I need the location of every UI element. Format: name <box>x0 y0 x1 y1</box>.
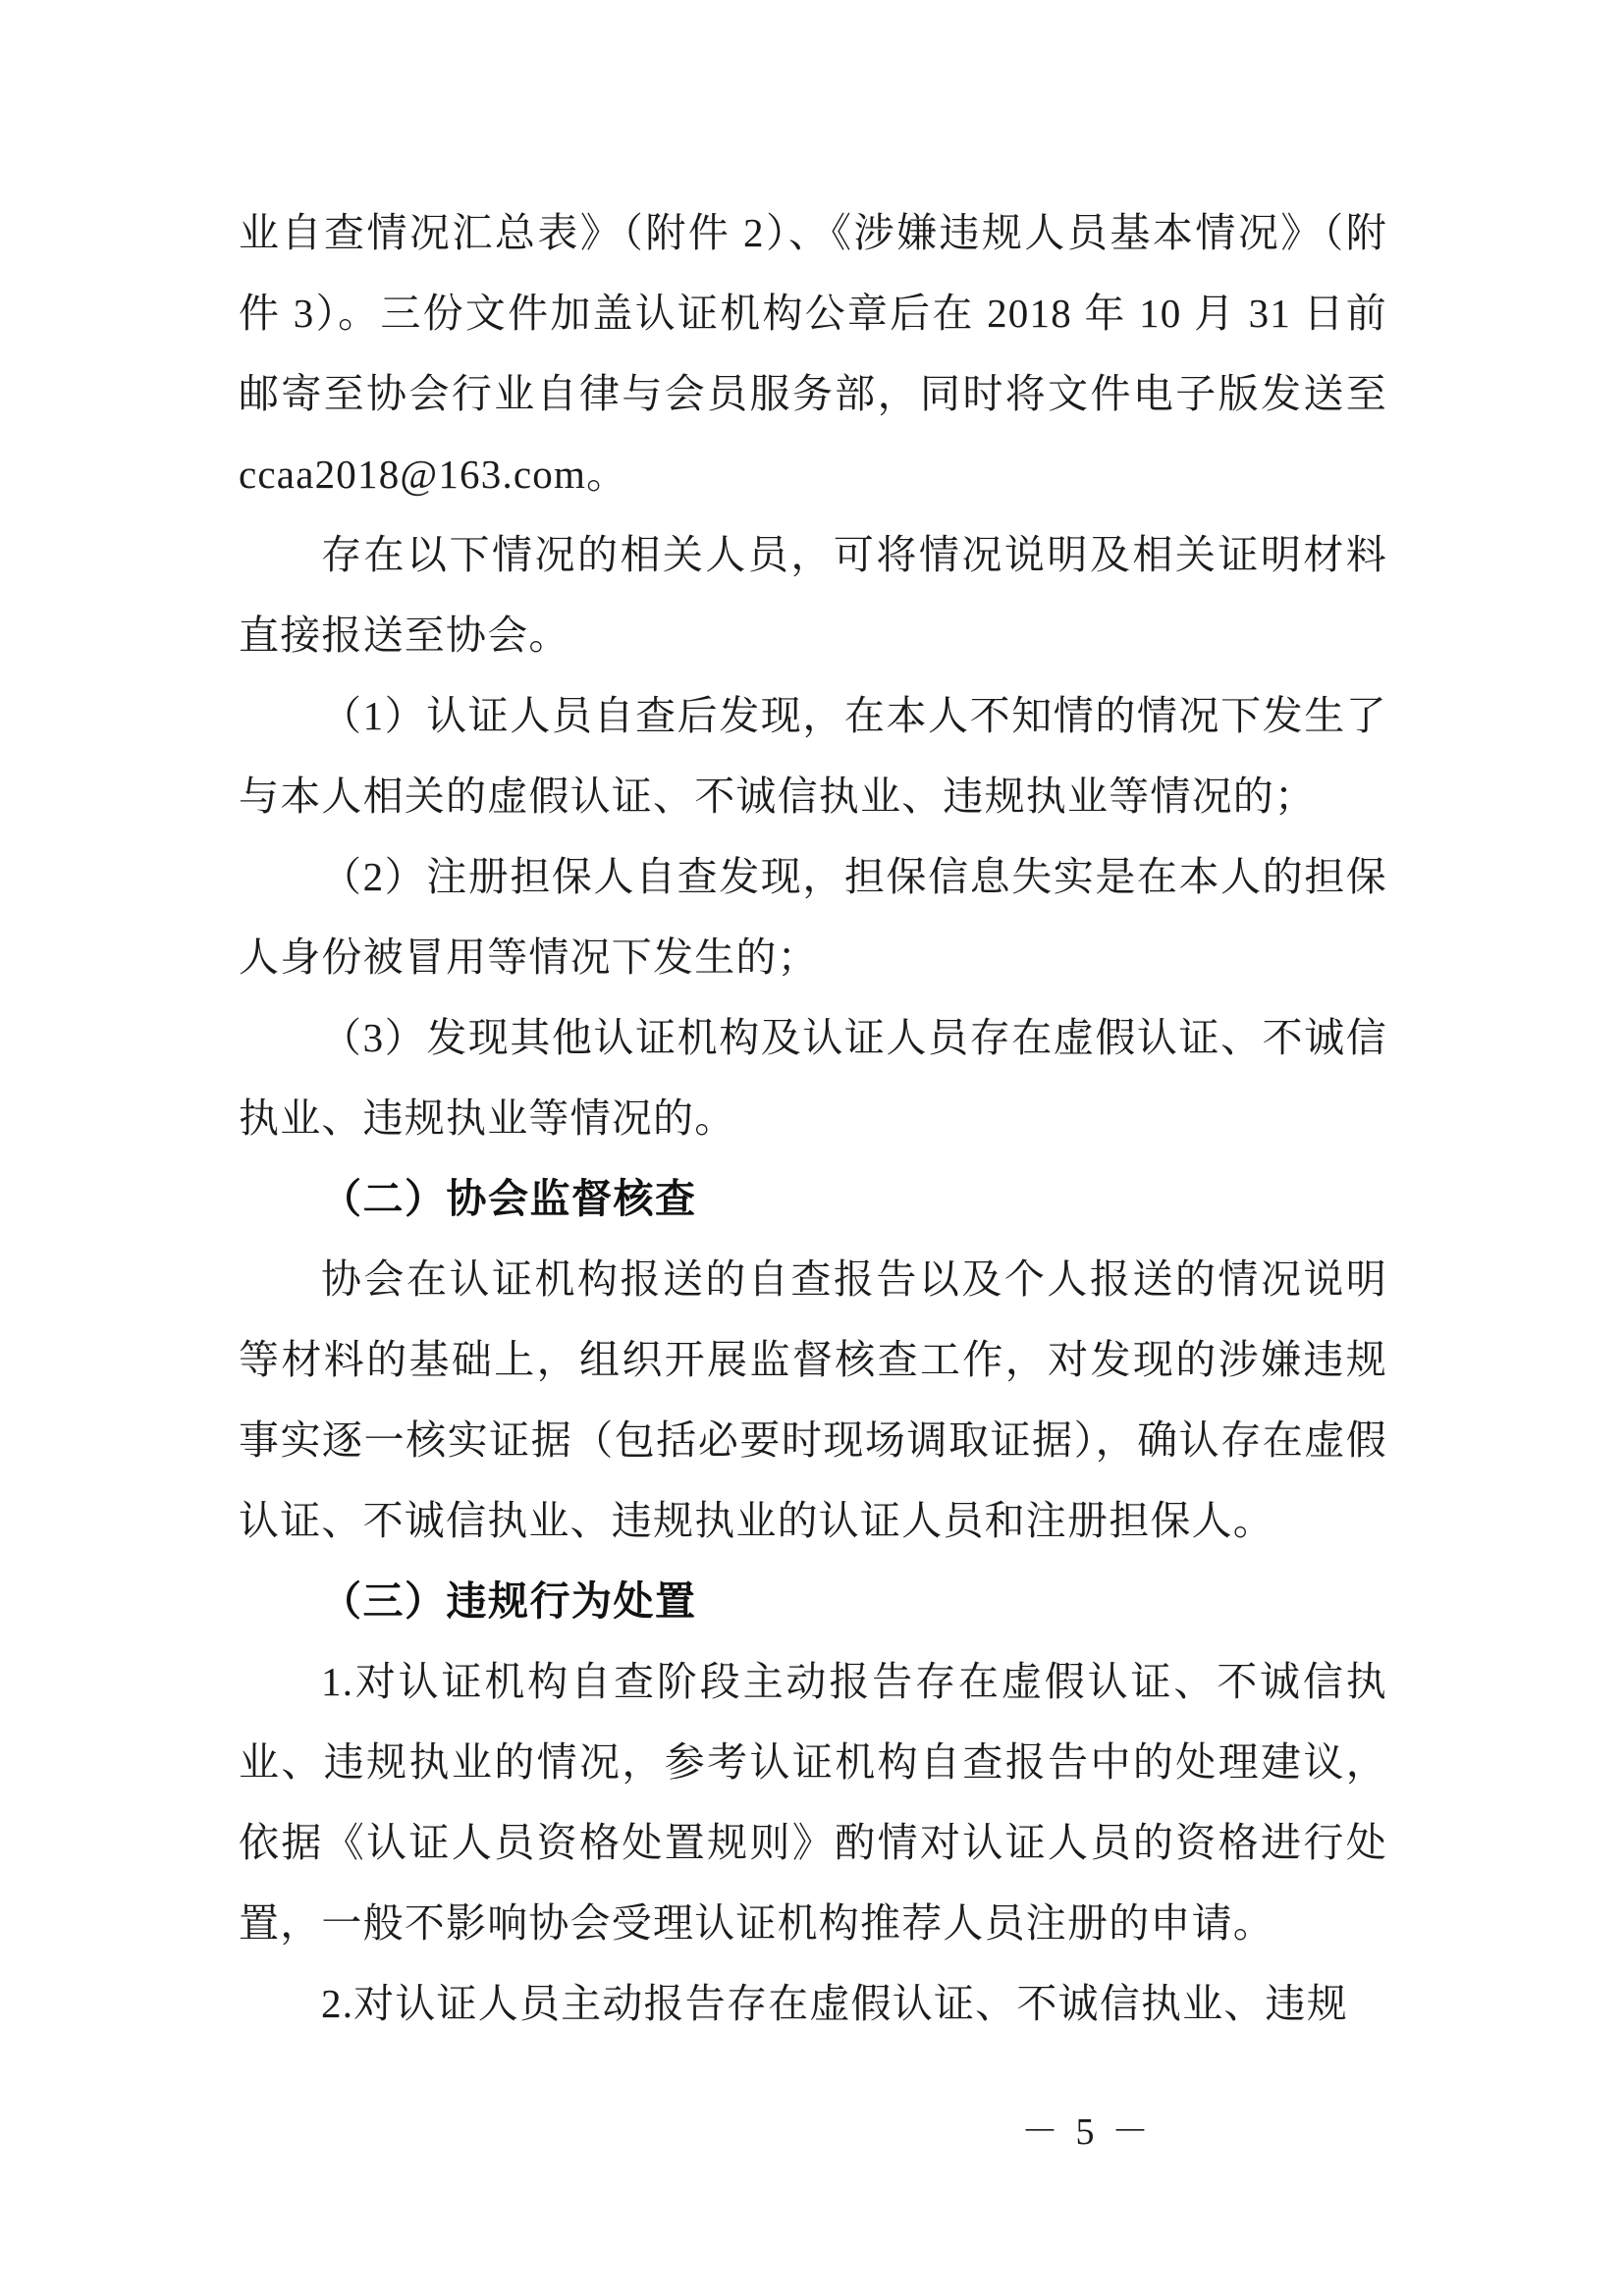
section-heading-supervision: （二）协会监督核查 <box>321 1176 697 1221</box>
paragraph-item-3: （3）发现其他认证机构及认证人员存在虚假认证、不诚信执业、违规执业等情况的。 <box>239 1015 1387 1141</box>
paragraph-continuation: 业自查情况汇总表》（附件 2）、《涉嫌违规人员基本情况》（附件 3）。三份文件加盖认证机构公章后在 2018 年 10 月 31 日前邮寄至协会行业自律与会员服务部，同时将文件电子版发送至 ccaa2018@163.com。 <box>239 210 1399 497</box>
paragraph-special-cases-intro: 存在以下情况的相关人员，可将情况说明及相关证明材料直接报送至协会。 <box>239 532 1387 658</box>
section-heading-violation-handling: （三）违规行为处置 <box>321 1578 697 1624</box>
paragraph-handling-2: 2.对认证人员主动报告存在虚假认证、不诚信执业、违规 <box>321 1981 1348 2026</box>
page-number: － 5 － <box>1020 2111 1153 2153</box>
page-footer <box>0 2101 1624 2155</box>
paragraph-supervision-body: 协会在认证机构报送的自查报告以及个人报送的情况说明等材料的基础上，组织开展监督核查工作，对发现的涉嫌违规事实逐一核实证据（包括必要时现场调取证据），确认存在虚假认证、不诚信执业、违规执业的认证人员和注册担保人。 <box>239 1256 1387 1543</box>
paragraph-handling-1: 1.对认证机构自查阶段主动报告存在虚假认证、不诚信执业、违规执业的情况，参考认证机构自查报告中的处理建议，依据《认证人员资格处置规则》酌情对认证人员的资格进行处置，一般不影响协会受理认证机构推荐人员注册的申请。 <box>239 1659 1387 1946</box>
paragraph-item-2: （2）注册担保人自查发现，担保信息失实是在本人的担保人身份被冒用等情况下发生的； <box>239 854 1387 980</box>
document-body <box>239 192 1399 2044</box>
paragraph-item-1: （1）认证人员自查后发现，在本人不知情的情况下发生了与本人相关的虚假认证、不诚信执业、违规执业等情况的； <box>239 693 1387 819</box>
